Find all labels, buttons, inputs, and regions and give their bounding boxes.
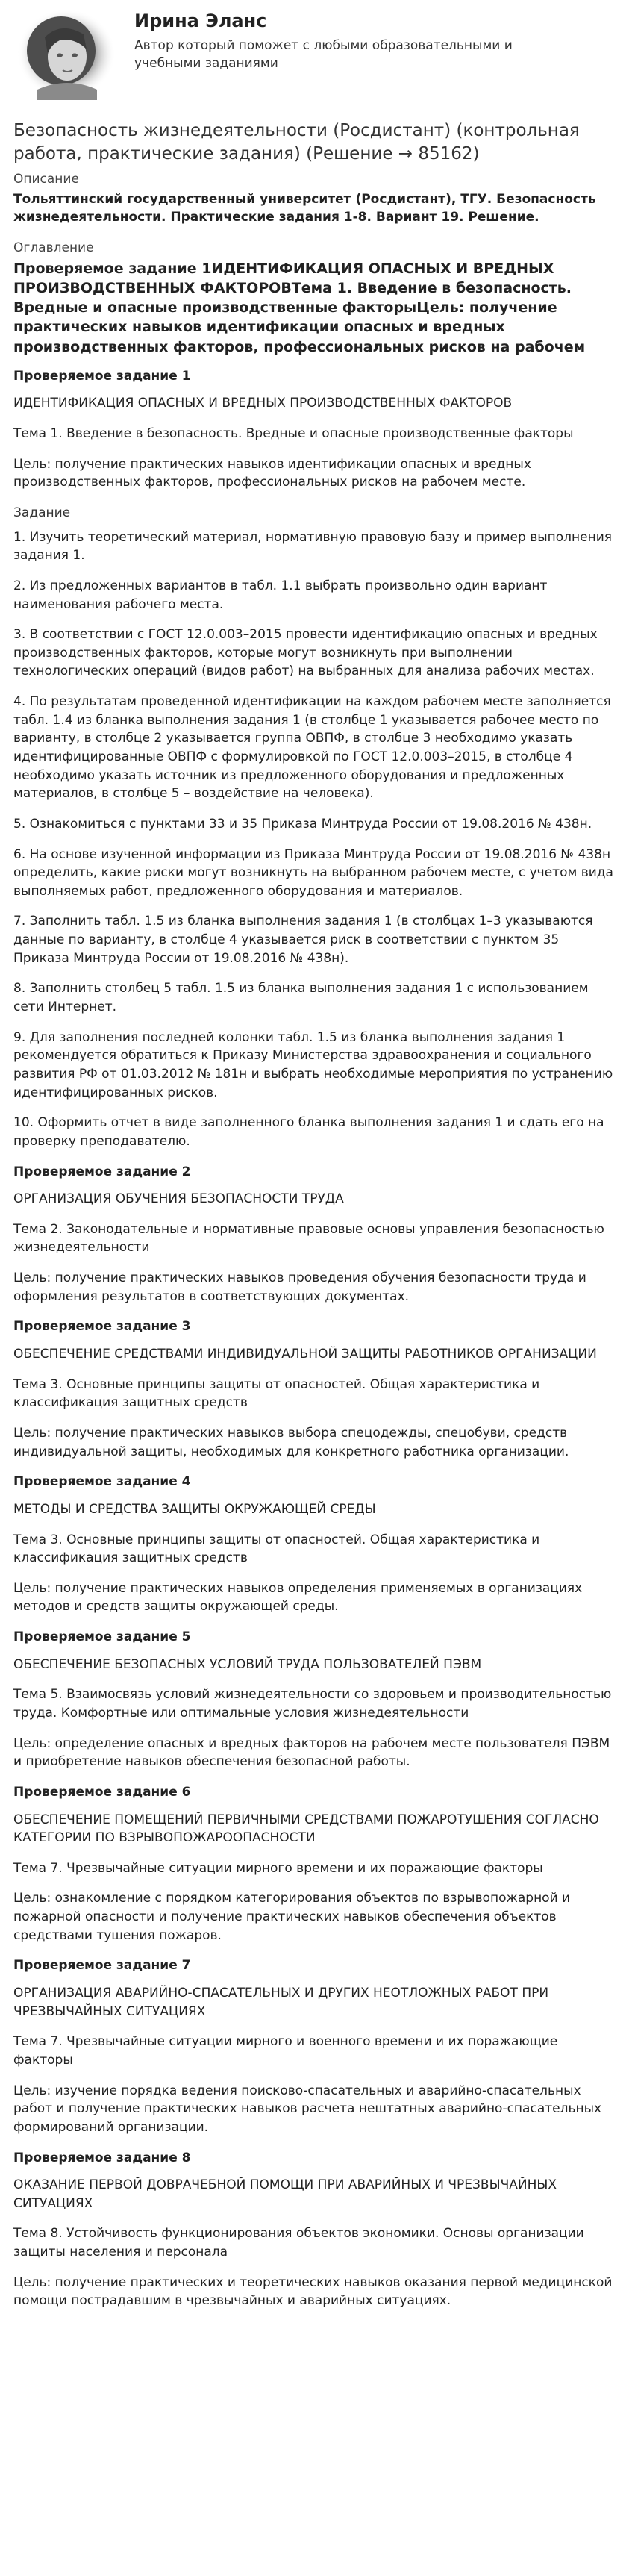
task-5 <box>13 1628 619 1771</box>
task-heading: Проверяемое задание 2 <box>13 1164 191 1179</box>
task-heading: Проверяемое задание 7 <box>13 1958 191 1974</box>
task-goal: Цель: получение практических навыков идентификации опасных и вредных производственных факторов, профессиональных рисков на рабочем месте. <box>13 456 531 490</box>
task-caps-title: ОКАЗАНИЕ ПЕРВОЙ ДОВРАЧЕБНОЙ ПОМОЩИ ПРИ АВАРИЙНЫХ И ЧРЕЗВЫЧАЙНЫХ СИТУАЦИЯХ <box>13 2177 557 2211</box>
description-text: Тольяттинский государственный университет (Росдистант), ТГУ. Безопасность жизнедеятельности. Практические задания 1-8. Вариант 19. Решение. <box>13 191 596 225</box>
avatar-portrait-icon <box>15 7 118 100</box>
task-7 <box>13 1956 619 2136</box>
task-heading: Проверяемое задание 1 <box>13 368 191 384</box>
task-heading: Проверяемое задание 8 <box>13 2150 191 2165</box>
task-heading: Проверяемое задание 4 <box>13 1474 191 1490</box>
task-step: 9. Для заполнения последней колонки табл. 1.5 из бланка выполнения задания 1 рекомендуется обратиться к Приказу Министерства здравоохранения и социального развития РФ от 01.03.2012 № 181н и выбрать необходимые мероприятия по устранению идентифицированных рисков. <box>13 1029 613 1100</box>
toc-label: Оглавление <box>13 240 94 256</box>
task-8 <box>13 2149 619 2310</box>
task-step: 2. Из предложенных вариантов в табл. 1.1 выбрать произвольно один вариант наименования рабочего места. <box>13 578 548 612</box>
task-4 <box>13 1473 619 1616</box>
author-description: Автор который поможет с любыми образовательными и учебными заданиями <box>134 37 513 72</box>
author-name[interactable]: Ирина Эланс <box>134 10 267 31</box>
task-step: 3. В соответствии с ГОСТ 12.0.003–2015 провести идентификацию опасных и вредных производственных факторов, которые могут возникнуть при выполнении технологических операций (видов работ) на выбранных для анализа рабочих местах. <box>13 627 598 679</box>
task-goal: Цель: ознакомление с порядком категорирования объектов по взрывопожарной и пожарной опасности и получение практических навыков обеспечения объектов средствами тушения пожаров. <box>13 1891 571 1943</box>
task-caps-title: ОРГАНИЗАЦИЯ АВАРИЙНО-СПАСАТЕЛЬНЫХ И ДРУГИХ НЕОТЛОЖНЫХ РАБОТ ПРИ ЧРЕЗВЫЧАЙНЫХ СИТУАЦИЯХ <box>13 1986 549 2019</box>
toc-text: Проверяемое задание 1ИДЕНТИФИКАЦИЯ ОПАСНЫХ И ВРЕДНЫХ ПРОИЗВОДСТВЕННЫХ ФАКТОРОВТема 1. Введение в безопасность. Вредные и опасные производственные факторыЦель: получение практических навыков идентификации опасных и вредных производственных факторов, профессиональных рисков на рабочем <box>13 260 586 355</box>
author-info <box>134 7 552 73</box>
task-theme: Тема 3. Основные принципы защиты от опасностей. Общая характеристика и классификация защитных средств <box>13 1532 540 1566</box>
task-caps-title: ОРГАНИЗАЦИЯ ОБУЧЕНИЯ БЕЗОПАСНОСТИ ТРУДА <box>13 1191 344 1207</box>
task-goal: Цель: получение практических и теоретических навыков оказания первой медицинской помощи пострадавшим в чрезвычайных и аварийных ситуациях. <box>13 2274 613 2309</box>
task-step: 5. Ознакомиться с пунктами 33 и 35 Приказа Минтруда России от 19.08.2016 № 438н. <box>13 816 592 832</box>
assignment-label: Задание <box>13 505 71 520</box>
task-goal: Цель: получение практических навыков определения применяемых в организациях методов и средств защиты окружающей среды. <box>13 1580 583 1615</box>
task-heading: Проверяемое задание 6 <box>13 1784 191 1800</box>
task-caps-title: МЕТОДЫ И СРЕДСТВА ЗАЩИТЫ ОКРУЖАЮЩЕЙ СРЕДЫ <box>13 1501 376 1517</box>
task-goal: Цель: получение практических навыков проведения обучения безопасности труда и оформления результатов в соответствующих документах. <box>13 1270 586 1304</box>
task-caps-title: ОБЕСПЕЧЕНИЕ ПОМЕЩЕНИЙ ПЕРВИЧНЫМИ СРЕДСТВАМИ ПОЖАРОТУШЕНИЯ СОГЛАСНО КАТЕГОРИИ ПО ВЗРЫВОПОЖАРООПАСНОСТИ <box>13 1812 599 1846</box>
author-card <box>13 0 619 119</box>
task-theme: Тема 7. Чрезвычайные ситуации мирного и военного времени и их поражающие факторы <box>13 2034 558 2068</box>
task-theme: Тема 5. Взаимосвязь условий жизнедеятельности со здоровьем и производительностью труда. Комфортные или оптимальные условия жизнедеятельности <box>13 1687 612 1721</box>
task-1 <box>13 367 619 1151</box>
task-theme: Тема 2. Законодательные и нормативные правовые основы управления безопасностью жизнедеятельности <box>13 1221 604 1256</box>
task-2 <box>13 1163 619 1306</box>
task-step: 4. По результатам проведенной идентификации на каждом рабочем месте заполняется табл. 1.4 из бланка выполнения задания 1 (в столбце 1 указывается рабочее место по варианту, в столбце 2 указывается группа ОВПФ, в столбце 3 необходимо указать идентифицированные ОВПФ с формулировкой по ГОСТ 12.0.003–2015, в столбце 4 необходимо указать источник из предложенного оборудования и предложенных материалов, в столбце 5 – воздействие на человека). <box>13 694 611 802</box>
task-step: 1. Изучить теоретический материал, нормативную правовую базу и пример выполнения задания 1. <box>13 529 612 564</box>
document-title: Безопасность жизнедеятельности (Росдистант) (контрольная работа, практические задания) (Решение → 85162) <box>13 121 580 164</box>
task-step: 7. Заполнить табл. 1.5 из бланка выполнения задания 1 (в столбцах 1–3 указываются данные по варианту, в столбце 4 указывается риск в соответствии с пунктом 35 Приказа Минтруда России от 19.08.2016 № 438н). <box>13 914 593 966</box>
task-theme: Тема 3. Основные принципы защиты от опасностей. Общая характеристика и классификация защитных средств <box>13 1376 540 1411</box>
task-goal: Цель: изучение порядка ведения поисково-спасательных и аварийно-спасательных работ и получение практических навыков расчета нештатных аварийно-спасательных формирований организации. <box>13 2083 602 2135</box>
task-step: 6. На основе изученной информации из Приказа Минтруда России от 19.08.2016 № 438н определить, какие риски могут возникнуть на выбранном рабочем месте, с учетом вида выполняемых работ, предложенного оборудования и материалов. <box>13 846 613 899</box>
task-theme: Тема 8. Устойчивость функционирования объектов экономики. Основы организации защиты населения и персонала <box>13 2226 584 2260</box>
task-caps-title: ИДЕНТИФИКАЦИЯ ОПАСНЫХ И ВРЕДНЫХ ПРОИЗВОДСТВЕННЫХ ФАКТОРОВ <box>13 396 513 411</box>
task-theme: Тема 7. Чрезвычайные ситуации мирного времени и их поражающие факторы <box>13 1860 543 1876</box>
task-theme: Тема 1. Введение в безопасность. Вредные и опасные производственные факторы <box>13 426 574 442</box>
task-heading: Проверяемое задание 3 <box>13 1319 191 1335</box>
task-3 <box>13 1317 619 1461</box>
task-goal: Цель: получение практических навыков выбора спецодежды, спецобуви, средств индивидуальной защиты, необходимых для конкретного работника организации. <box>13 1425 569 1459</box>
task-6 <box>13 1783 619 1945</box>
description-label: Описание <box>13 172 79 187</box>
task-step: 10. Оформить отчет в виде заполненного бланка выполнения задания 1 и сдать его на проверку преподавателю. <box>13 1115 604 1149</box>
task-heading: Проверяемое задание 5 <box>13 1630 191 1645</box>
task-step: 8. Заполнить столбец 5 табл. 1.5 из бланка выполнения задания 1 с использованием сети Интернет. <box>13 981 589 1015</box>
avatar[interactable] <box>15 7 118 100</box>
task-goal: Цель: определение опасных и вредных факторов на рабочем месте пользователя ПЭВМ и приобретение навыков обеспечения безопасной работы. <box>13 1735 610 1770</box>
task-caps-title: ОБЕСПЕЧЕНИЕ БЕЗОПАСНЫХ УСЛОВИЙ ТРУДА ПОЛЬЗОВАТЕЛЕЙ ПЭВМ <box>13 1656 482 1672</box>
task-caps-title: ОБЕСПЕЧЕНИЕ СРЕДСТВАМИ ИНДИВИДУАЛЬНОЙ ЗАЩИТЫ РАБОТНИКОВ ОРГАНИЗАЦИИ <box>13 1347 597 1362</box>
